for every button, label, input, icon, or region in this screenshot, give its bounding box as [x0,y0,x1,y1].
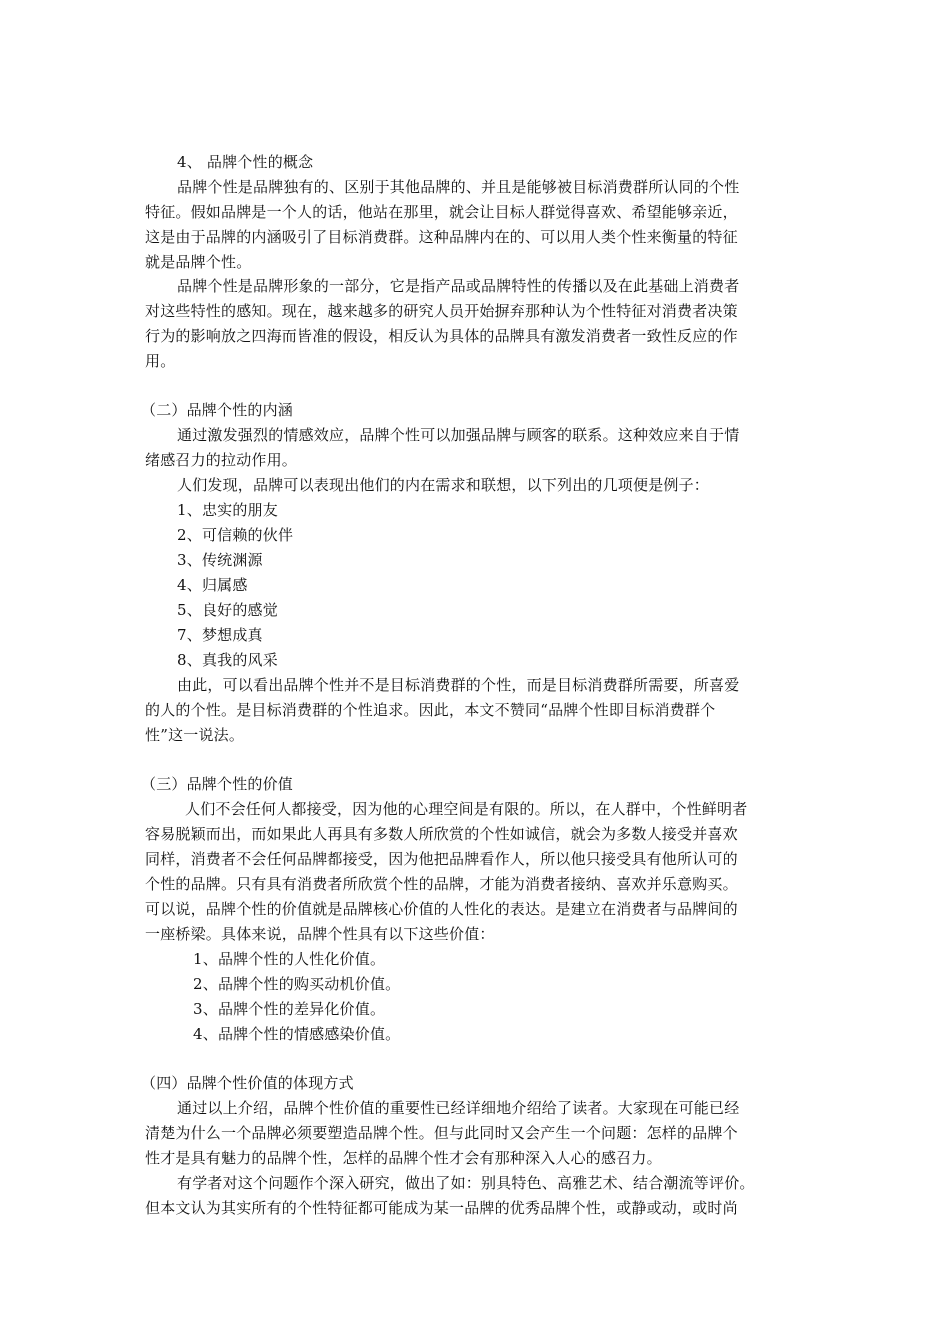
section-heading-expression: （四）品牌个性价值的体现方式 [141,1074,354,1092]
paragraph-line: 对这些特性的感知。现在，越来越多的研究人员开始摒弃那种认为个性特征对消费者决策 [145,302,738,320]
section-heading-concept: 4、 品牌个性的概念 [177,153,314,171]
paragraph-line: 人们发现，品牌可以表现出他们的内在需求和联想，以下列出的几项便是例子： [177,476,710,494]
paragraph-line: 可以说，品牌个性的价值就是品牌核心价值的人性化的表达。是建立在消费者与品牌间的 [145,900,738,918]
paragraph-line: 性才是具有魅力的品牌个性，怎样的品牌个性才会有那种深入人心的感召力。 [145,1149,662,1167]
list-item: 1、忠实的朋友 [177,501,278,519]
list-item: 1、品牌个性的人性化价值。 [193,950,386,968]
list-item: 4、归属感 [177,576,248,594]
paragraph-line: 由此，可以看出品牌个性并不是目标消费群的个性，而是目标消费群所需要，所喜爱 [177,676,740,694]
paragraph-line: 但本文认为其实所有的个性特征都可能成为某一品牌的优秀品牌个性，或静或动，或时尚 [145,1199,738,1217]
list-item: 3、传统渊源 [177,551,263,569]
paragraph-line: 品牌个性是品牌独有的、区别于其他品牌的、并且是能够被目标消费群所认同的个性 [177,178,740,196]
paragraph-line: 特征。假如品牌是一个人的话，他站在那里，就会让目标人群觉得喜欢、希望能够亲近， [145,203,738,221]
section-heading-connotation: （二）品牌个性的内涵 [141,401,294,419]
list-item: 8、真我的风采 [177,651,278,669]
paragraph-line: 个性的品牌。只有具有消费者所欣赏个性的品牌，才能为消费者接纳、喜欢并乐意购买。 [145,875,738,893]
paragraph-line: 绪感召力的拉动作用。 [145,451,298,469]
list-item: 4、品牌个性的情感感染价值。 [193,1025,401,1043]
paragraph-line: 这是由于品牌的内涵吸引了目标消费群。这种品牌内在的、可以用人类个性来衡量的特征 [145,228,738,246]
list-item: 5、良好的感觉 [177,601,278,619]
paragraph-line: 通过激发强烈的情感效应，品牌个性可以加强品牌与顾客的联系。这种效应来自于情 [177,426,740,444]
paragraph-line: 容易脱颖而出，而如果此人再具有多数人所欣赏的个性如诚信，就会为多数人接受并喜欢 [145,825,738,843]
paragraph-line: 一座桥梁。具体来说，品牌个性具有以下这些价值： [145,925,495,943]
paragraph-line: 就是品牌个性。 [145,253,252,271]
list-item: 2、可信赖的伙伴 [177,526,294,544]
paragraph-line: 同样，消费者不会任何品牌都接受，因为他把品牌看作人，所以他只接受具有他所认可的 [145,850,738,868]
paragraph-line: 通过以上介绍，品牌个性价值的重要性已经详细地介绍给了读者。大家现在可能已经 [177,1099,740,1117]
paragraph-line: 的人的个性。是目标消费群的个性追求。因此，本文不赞同“品牌个性即目标消费群个 [145,701,716,719]
paragraph-line: 有学者对这个问题作个深入研究，做出了如：别具特色、高雅艺术、结合潮流等评价。 [177,1174,755,1192]
list-item: 2、品牌个性的购买动机价值。 [193,975,401,993]
paragraph-line: 行为的影响放之四海而皆准的假设，相反认为具体的品牌具有激发消费者一致性反应的作 [145,327,738,345]
paragraph-line: 品牌个性是品牌形象的一部分，它是指产品或品牌特性的传播以及在此基础上消费者 [177,277,740,295]
list-item: 7、梦想成真 [177,626,263,644]
paragraph-line: 清楚为什么一个品牌必须要塑造品牌个性。但与此同时又会产生一个问题：怎样的品牌个 [145,1124,738,1142]
paragraph-line: 性”这一说法。 [145,726,245,744]
paragraph-line: 用。 [145,352,176,370]
paragraph-line: 人们不会任何人都接受，因为他的心理空间是有限的。所以，在人群中，个性鲜明者 [185,800,748,818]
section-heading-value: （三）品牌个性的价值 [141,775,294,793]
list-item: 3、品牌个性的差异化价值。 [193,1000,386,1018]
